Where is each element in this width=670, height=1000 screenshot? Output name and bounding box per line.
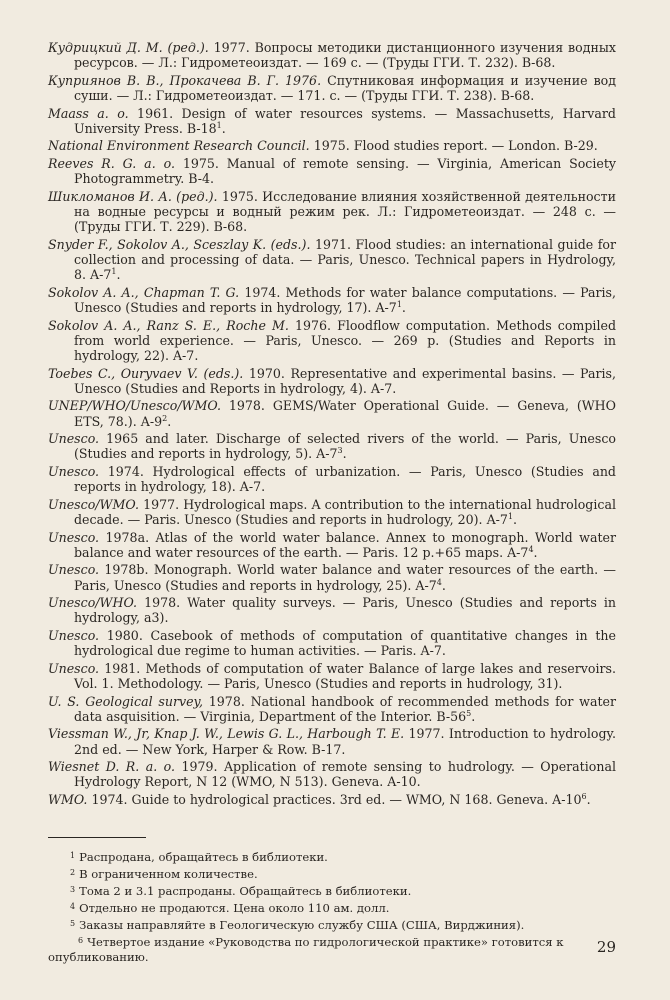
reference-end: . — [471, 708, 476, 724]
footnote-marker: 3 — [337, 446, 343, 456]
reference-end: . — [441, 577, 446, 593]
reference-author: Unesco. — [48, 431, 100, 447]
reference-author: WMO. — [48, 791, 88, 807]
reference-author: Sokolov A. A., Chapman T. G. — [48, 284, 240, 300]
reference-text: 1978a. Atlas of the world water balance. Annex to monograph. World water balance and water resources of the earth. — Paris. 12 p.+65 maps. A-7 — [74, 529, 616, 560]
reference-author: Unesco. — [48, 463, 100, 479]
reference-text: 1970. Representative and experimental basins. — Paris, Unesco (Studies and Reports in hydrology, 4). A-7. — [74, 365, 616, 396]
reference-end: . — [586, 791, 591, 807]
reference-text: 1979. Application of remote sensing to hudrology. — Operational Hydrology Report, N 12 (WMO, N 513). Geneva. A-10. — [74, 759, 616, 790]
reference-entry — [48, 792, 616, 807]
reference-text: 1977. Вопросы методики дистанционного изучения водных ресурсов. — Л.: Гидрометеоиздат. — 169 с. — (Труды ГГИ. Т. 232). В-68. — [74, 40, 617, 71]
footnote-text: Тома 2 и 3.1 распроданы. Обращайтесь в библиотеки. — [79, 884, 412, 899]
reference-author: Куприянов В. В., Прокачева В. Г. 1976. — [48, 72, 322, 88]
reference-end: . — [116, 267, 121, 283]
reference-author: Кудрицкий Д. М. (ред.). — [48, 40, 209, 55]
reference-author: Unesco. — [48, 660, 100, 676]
reference-text: 1978. National handbook of recommended methods for water data asquisition. — Virginia, Department of the Interior. B-56 — [74, 693, 616, 724]
reference-entry — [48, 366, 616, 396]
reference-entry — [48, 497, 616, 527]
reference-text: 1978b. Monograph. World water balance and water resources of the earth. — Paris, Unesco (Studies and reports in hydrology, 25). A-7 — [74, 562, 616, 593]
reference-text: 1978. GEMS/Water Operational Guide. — Geneva, (WHO ETS, 78.). A-9 — [74, 398, 616, 429]
reference-text: 1980. Casebook of methods of computation of quantitative changes in the hydrological due regime to human activities. — Paris. A-7. — [74, 627, 616, 659]
reference-entry — [48, 398, 616, 428]
reference-entry — [48, 759, 616, 789]
reference-end: . — [401, 299, 406, 315]
reference-list — [48, 40, 616, 807]
reference-end: . — [513, 511, 518, 527]
reference-author: Wiesnet D. R. a. o. — [48, 759, 176, 775]
reference-author: Unesco. — [48, 627, 100, 643]
footnote-text: Четвертое издание «Руководства по гидрологической практике» готовится к опубликованию. — [48, 935, 564, 965]
footnote-list — [48, 848, 616, 965]
reference-entry — [48, 694, 616, 724]
reference-text: 1976. Floodflow computation. Methods compiled from world experience. — Paris, Unesco. — 269 p. (Studies and Reports in hydrology, 22). A-7. — [74, 317, 617, 363]
reference-author: Maass a. o. — [48, 105, 129, 121]
footnote-marker: 6 — [581, 791, 587, 801]
reference-author: Unesco. — [48, 529, 100, 545]
reference-entry — [48, 189, 616, 235]
footnote-text: Отдельно не продаются. Цена около 110 ам. долл. — [79, 901, 390, 916]
reference-text: 1971. Flood studies: an international guide for collection and processing of data. — Paris, Unesco. Technical papers in Hydrology, 8. A-7 — [74, 236, 616, 283]
footnote — [48, 865, 616, 882]
reference-author: Snyder F., Sokolov A., Sceszlay K. (eds.). — [48, 236, 311, 252]
reference-author: Sokolov A. A., Ranz S. E., Roche M. — [48, 317, 289, 333]
reference-entry — [48, 595, 616, 625]
reference-text: 1961. Design of water resources systems. — Massachusetts, Harvard University Press. B-18 — [74, 105, 616, 136]
reference-text: 1974. Methods for water balance computations. — Paris, Unesco (Studies and reports in hydrology, 17). A-7 — [74, 284, 616, 315]
reference-author: Unesco/WHO. — [48, 595, 138, 611]
reference-end: . — [167, 413, 172, 429]
footnote-marker: 4 — [436, 577, 442, 587]
reference-author: Unesco/WMO. — [48, 496, 139, 512]
footnote-marker: 2 — [162, 413, 168, 423]
reference-text: 1975. Исследование влияния хозяйственной деятельности на водные ресурсы и водный режим рек. Л.: Гидрометеоиздат. — 248 с. — (Труды ГГИ. Т. 229). В-68. — [74, 188, 616, 235]
reference-author: National Environment Research Council. — [48, 138, 310, 154]
reference-author: U. S. Geological survey, — [48, 693, 203, 709]
reference-text: 1965 and later. Discharge of selected rivers of the world. — Paris, Unesco (Studies and reports in hydrology, 5). A-7 — [74, 431, 616, 462]
footnote — [48, 899, 616, 916]
footnote-marker: 1 — [396, 299, 402, 309]
footnote — [48, 882, 616, 899]
reference-end: . — [533, 544, 538, 560]
reference-text: 1975. Manual of remote sensing. — Virginia, American Society Photogrammetry. B-4. — [74, 155, 616, 187]
reference-entry — [48, 661, 616, 691]
reference-entry — [48, 285, 616, 315]
footnote-marker: 1 — [507, 511, 514, 521]
reference-entry — [48, 73, 616, 103]
reference-text: 1978. Water quality surveys. — Paris, Unesco (Studies and reports in hydrology, a3). — [74, 595, 616, 626]
footnote-divider — [48, 837, 146, 838]
reference-entry — [48, 138, 616, 153]
footnote-number: 1 — [70, 851, 76, 861]
reference-entry — [48, 106, 616, 136]
reference-author: Reeves R. G. a. o. — [48, 155, 175, 171]
footnote-marker: 1 — [111, 267, 117, 276]
reference-entry — [48, 628, 616, 658]
footnote-marker: 4 — [528, 544, 534, 554]
reference-entry — [48, 40, 616, 70]
footnote — [48, 933, 616, 965]
footnote-text: В ограниченном количестве. — [79, 867, 258, 882]
footnote-text: Заказы направляйте в Геологическую службу США (США, Вирджиния). — [79, 918, 525, 933]
footnote-marker: 5 — [466, 708, 472, 718]
footnote-marker: 1 — [216, 120, 222, 130]
reference-text: 1975. Flood studies report. — London. B-29. — [309, 138, 598, 154]
reference-author: Toebes C., Ouryvaev V. (eds.). — [48, 365, 244, 381]
reference-text: 1977. Introduction to hydrology. 2nd ed. — New York, Harper & Row. B-17. — [74, 726, 616, 757]
reference-entry — [48, 318, 616, 364]
reference-entry — [48, 431, 616, 461]
reference-text: 1974. Hydrological effects of urbanization. — Paris, Unesco (Studies and reports in hydrology, 18). A-7. — [74, 463, 616, 495]
footnote-text: Распродана, обращайтесь в библиотеки. — [79, 850, 328, 865]
reference-author: UNEP/WHO/Unesco/WMO. — [48, 398, 221, 414]
footnote-number: 2 — [70, 868, 76, 878]
reference-text: 1977. Hydrological maps. A contribution to the international hudrological decade. — Paris. Unesco (Studies and reports in hudrology, 20). A-7 — [74, 496, 616, 527]
reference-entry — [48, 530, 616, 560]
reference-author: Viessman W., Jr, Knap J. W., Lewis G. L., Harbough T. E. — [48, 726, 405, 742]
reference-end: . — [342, 446, 347, 462]
footnote-number: 3 — [70, 885, 76, 895]
reference-text: 1974. Guide to hydrological practices. 3rd ed. — WMO, N 168. Geneva. A-10 — [87, 791, 582, 807]
reference-text: 1981. Methods of computation of water Balance of large lakes and reservoirs. Vol. 1. Methodology. — Paris, Unesco (Studies and reports in hudrology, 31). — [74, 660, 616, 691]
footnote-number: 6 — [78, 936, 84, 946]
reference-entry — [48, 562, 616, 592]
footnote — [48, 848, 616, 865]
reference-end: . — [221, 120, 226, 136]
footnote-number: 4 — [70, 902, 76, 912]
reference-entry — [48, 156, 616, 186]
footnote-number: 5 — [70, 919, 76, 929]
reference-entry — [48, 464, 616, 494]
reference-entry — [48, 237, 616, 283]
reference-entry — [48, 726, 616, 756]
reference-author: Unesco. — [48, 562, 100, 578]
footnote — [48, 916, 616, 933]
page-number: 29 — [596, 938, 616, 956]
reference-author: Шикломанов И. А. (ред.). — [48, 188, 218, 204]
reference-text: Спутниковая информация и изучение вод суши. — Л.: Гидрометеоиздат. — 171. с. — (Труды ГГИ. Т. 238). В-68. — [74, 72, 617, 103]
